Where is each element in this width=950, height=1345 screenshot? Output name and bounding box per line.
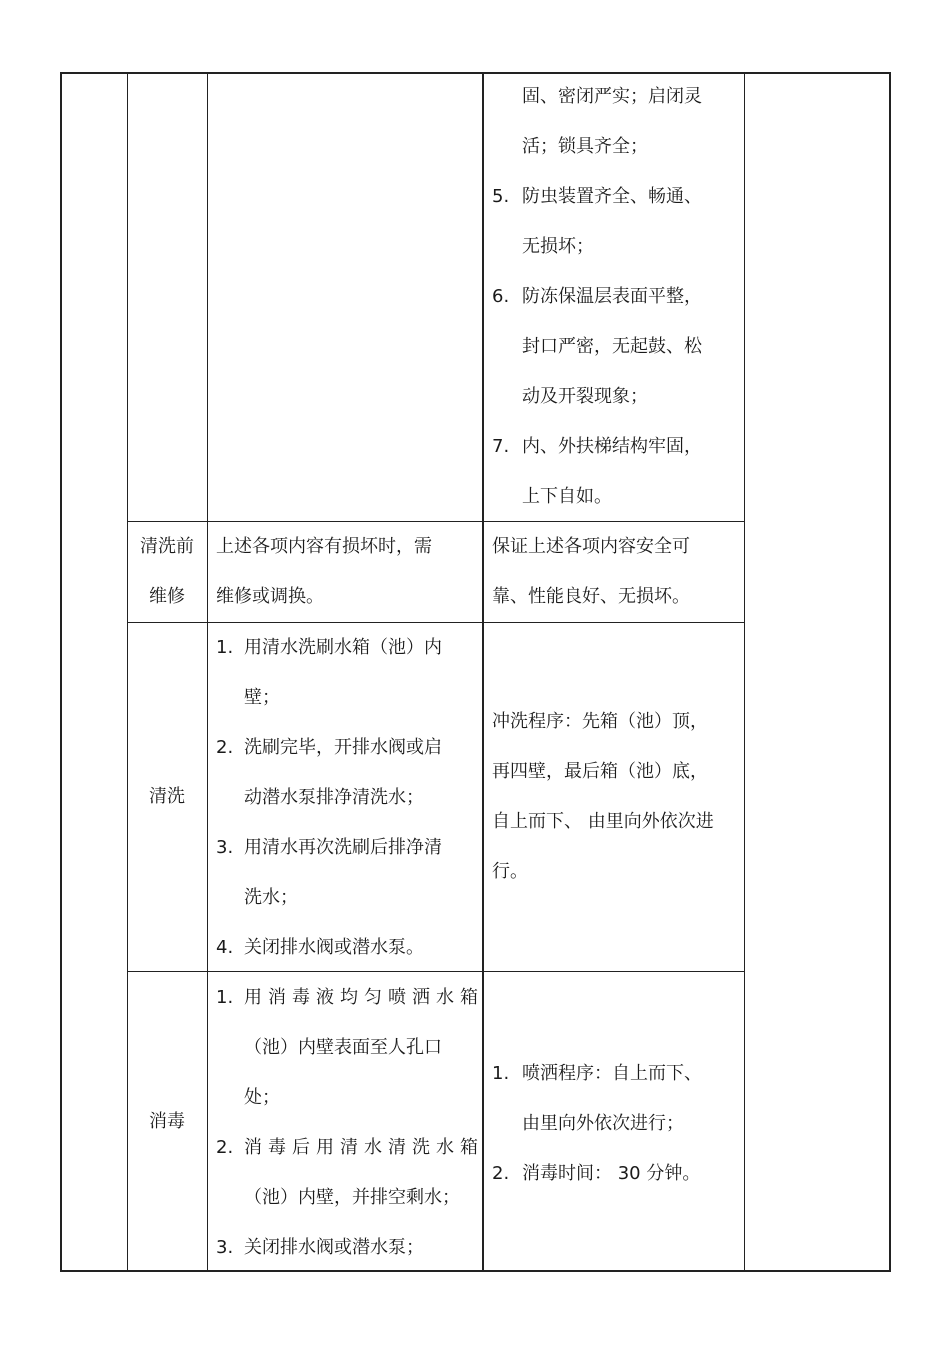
list-item-text: 封口严密，无起鼓、松: [522, 336, 702, 357]
wash-standard-line: 行。: [492, 861, 528, 882]
list-item-text: 洗水；: [244, 887, 298, 908]
list-number: 2.: [216, 1137, 234, 1158]
col-divider-1: [127, 72, 128, 1272]
wash-content-cell: [216, 623, 478, 971]
list-item-text: 壁；: [244, 687, 280, 708]
list-item-text: 防虫装置齐全、畅通、: [522, 186, 702, 207]
list-item-text: （池）内壁表面至人孔口: [244, 1037, 442, 1058]
list-item-text: 活；锁具齐全；: [522, 136, 648, 157]
list-item-text: 处；: [244, 1087, 280, 1108]
list-number: 3.: [216, 837, 234, 858]
list-number: 3.: [216, 1237, 234, 1258]
repair-standard-cell: [492, 522, 742, 622]
list-item-text: 用消毒液均匀喷洒水箱: [244, 987, 484, 1008]
list-item-text: 无损坏；: [522, 236, 594, 257]
disinfect-standard-cell: [492, 973, 742, 1270]
list-item-text: 防冻保温层表面平整，: [522, 286, 702, 307]
col-divider-4: [744, 72, 745, 1272]
table-top-border: [60, 72, 891, 74]
repair-content-line: 上述各项内容有损坏时，需: [216, 536, 432, 557]
repair-content-cell: [216, 522, 478, 622]
list-item-text: 固、密闭严实；启闭灵: [522, 86, 702, 107]
col-divider-3: [482, 72, 484, 1272]
list-number: 1.: [216, 987, 234, 1008]
list-item-text: 动潜水泵排净清洗水；: [244, 787, 424, 808]
list-item-text: 用清水洗刷水箱（池）内: [244, 637, 442, 658]
repair-standard-line: 保证上述各项内容安全可: [492, 536, 690, 557]
table-left-border: [60, 72, 62, 1272]
wash-label: 清洗: [149, 786, 185, 807]
list-number: 5.: [492, 186, 510, 207]
list-number: 6.: [492, 286, 510, 307]
repair-label-line-2: 维修: [149, 586, 185, 607]
list-number: 2.: [216, 737, 234, 758]
list-item-text: 消毒后用清水清洗水箱: [244, 1137, 484, 1158]
repair-standard-line: 靠、性能良好、无损坏。: [492, 586, 690, 607]
list-item-text: 洗刷完毕，开排水阀或启: [244, 737, 442, 758]
disinfect-content-cell: [216, 973, 484, 1270]
list-number: 1.: [216, 637, 234, 658]
list-item-text: 消毒时间： 30 分钟。: [522, 1163, 701, 1184]
list-item-text: 关闭排水阀或潜水泵；: [244, 1237, 424, 1258]
disinfect-label: 消毒: [149, 1111, 185, 1132]
wash-standard-line: 自上而下、 由里向外依次进: [492, 811, 714, 832]
list-number: 7.: [492, 436, 510, 457]
list-number: 1.: [492, 1063, 510, 1084]
list-item-text: 上下自如。: [522, 486, 612, 507]
top-standard-cell: [492, 72, 742, 521]
wash-standard-line: 再四壁，最后箱（池）底，: [492, 761, 708, 782]
list-item-text: 动及开裂现象；: [522, 386, 648, 407]
list-item-text: 关闭排水阀或潜水泵。: [244, 937, 424, 958]
list-item-text: 由里向外依次进行；: [522, 1113, 684, 1134]
list-item-text: （池）内壁，并排空剩水；: [244, 1187, 460, 1208]
col-divider-2: [207, 72, 208, 1272]
list-item-text: 用清水再次洗刷后排净清: [244, 837, 442, 858]
repair-label-line-1: 清洗前: [140, 536, 194, 557]
table-right-border: [889, 72, 891, 1272]
list-item-text: 内、外扶梯结构牢固，: [522, 436, 702, 457]
repair-content-line: 维修或调换。: [216, 586, 324, 607]
wash-standard-cell: [492, 623, 742, 971]
list-number: 4.: [216, 937, 234, 958]
list-number: 2.: [492, 1163, 510, 1184]
wash-standard-line: 冲洗程序：先箱（池）顶，: [492, 711, 708, 732]
list-item-text: 喷洒程序：自上而下、: [522, 1063, 702, 1084]
